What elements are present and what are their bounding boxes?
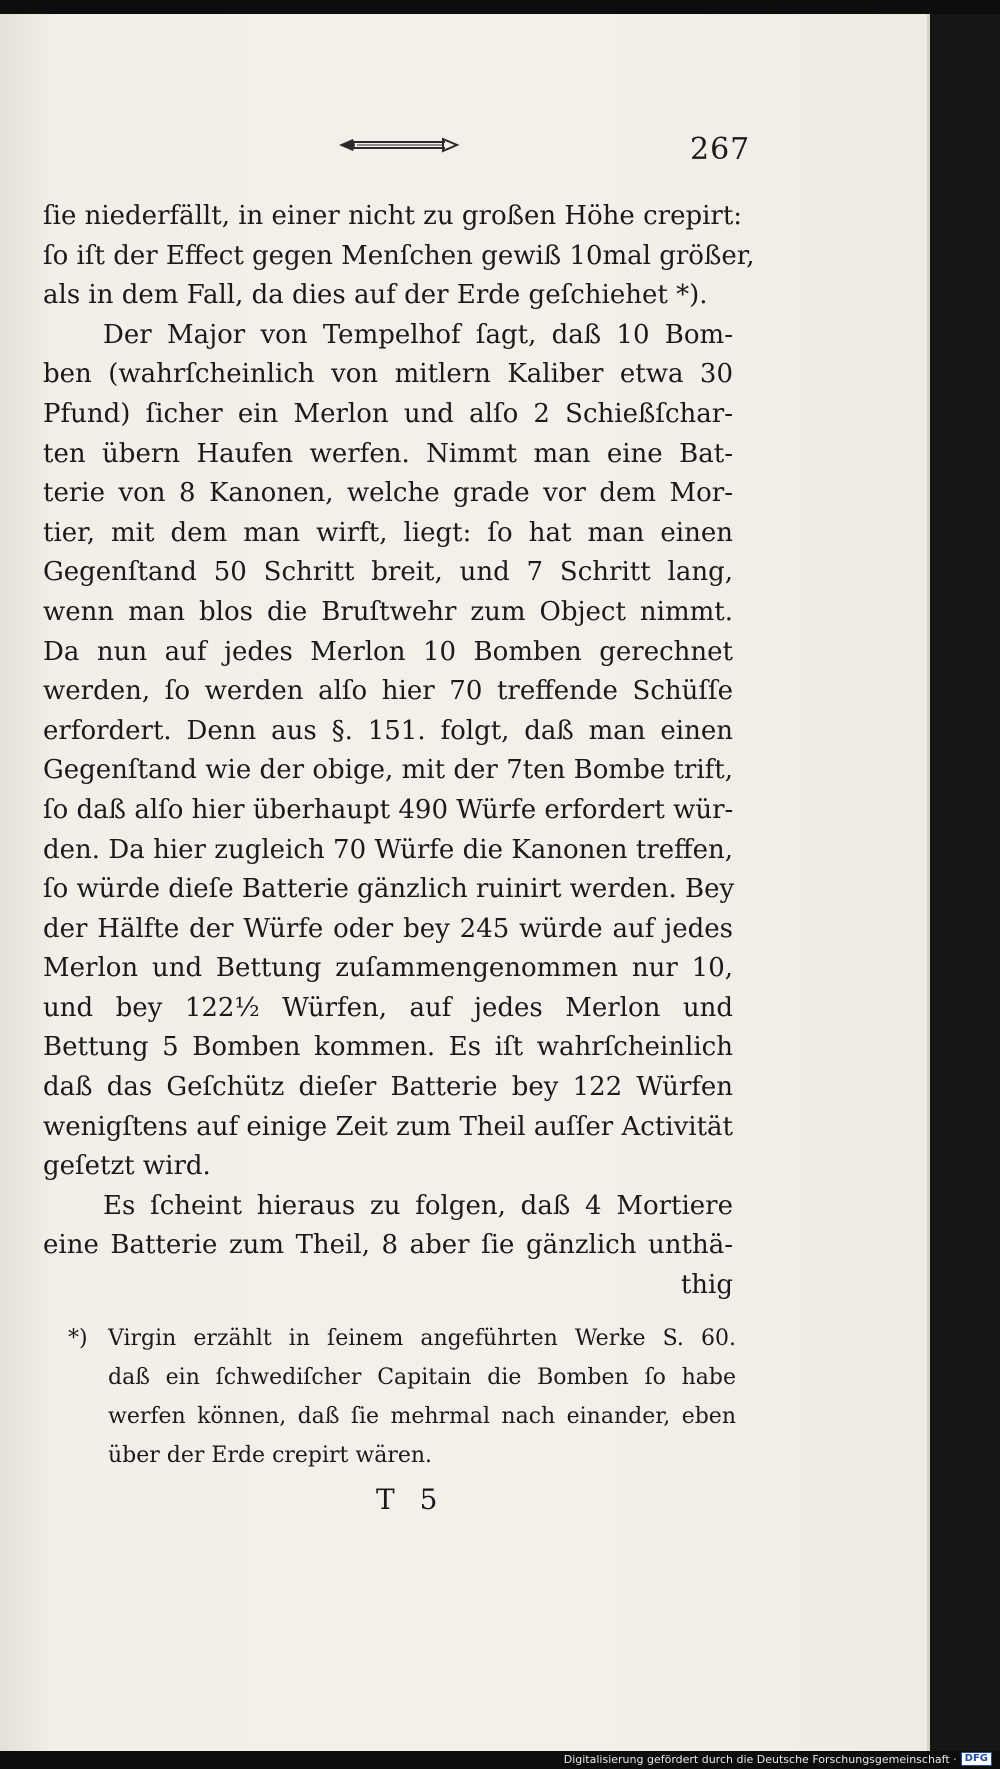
book-page xyxy=(0,14,930,1751)
text-line: den. Da hier zugleich 70 Würfe die Kanonen treffen, xyxy=(43,834,733,865)
footnote xyxy=(68,1319,736,1475)
footnote-line: über der Erde crepirt wären. xyxy=(108,1443,433,1468)
text-line: Bettung 5 Bomben kommen. Es iſt wahrſcheinlich xyxy=(43,1032,733,1063)
text-line: ſo daß alſo hier überhaupt 490 Würfe erfordert wür- xyxy=(43,794,734,825)
text-line: Da nun auf jedes Merlon 10 Bomben gerechnet xyxy=(43,636,733,667)
text-line: Der Major von Tempelhof ſagt, daß 10 Bom- xyxy=(103,319,733,350)
text-line: und bey 122½ Würfen, auf jedes Merlon und xyxy=(43,992,733,1023)
text-line: ſo iſt der Effect gegen Menſchen gewiß 10mal größer, xyxy=(43,240,755,271)
text-line: als in dem Fall, da dies auf der Erde geſchiehet *). xyxy=(43,280,708,311)
text-line: ten übern Haufen werfen. Nimmt man eine Bat- xyxy=(43,438,733,469)
text-line: der Hälfte der Würfe oder bey 245 würde auf jedes xyxy=(43,913,733,944)
signature-mark: T 5 xyxy=(376,1483,446,1516)
caption-text: Digitalisierung gefördert durch die Deutsche Forschungsgemeinschaft · xyxy=(563,1752,957,1766)
text-line: wenn man blos die Bruſtwehr zum Object nimmt. xyxy=(43,596,733,627)
footnote-line: werfen können, daß ſie mehrmal nach einander, eben xyxy=(108,1404,736,1429)
text-line: eine Batterie zum Theil, 8 aber ſie gänzlich unthä- xyxy=(43,1230,733,1261)
footnote-marker: *) xyxy=(68,1326,88,1351)
footnote-line xyxy=(68,1319,736,1358)
text-line: Gegenſtand 50 Schritt breit, und 7 Schritt lang, xyxy=(43,557,733,588)
text-line: Gegenſtand wie der obige, mit der 7ten Bombe trift, xyxy=(43,755,733,786)
page-number: 267 xyxy=(690,132,751,167)
dfg-logo: DFG xyxy=(961,1752,992,1766)
ornament-rule-icon xyxy=(335,134,461,156)
text-line: erfordert. Denn aus §. 151. folgt, daß man einen xyxy=(43,715,733,746)
text-line: ben (wahrſcheinlich von mitlern Kaliber etwa 30 xyxy=(43,359,733,390)
footnote-line: daß ein ſchwediſcher Capitain die Bomben ſo habe xyxy=(108,1365,736,1390)
text-line: wenigſtens auf einige Zeit zum Theil auſſer Activität xyxy=(43,1111,733,1142)
text-line: terie von 8 Kanonen, welche grade vor dem Mor- xyxy=(43,478,733,509)
catchword: thig xyxy=(680,1270,733,1301)
text-line: Pfund) ſicher ein Merlon und alſo 2 Schießſchar- xyxy=(43,398,733,429)
text-line: ſie niederfällt, in einer nicht zu großen Höhe crepirt: xyxy=(43,201,743,231)
text-line: ſo würde dieſe Batterie gänzlich ruinirt werden. Bey xyxy=(43,874,735,905)
scan-border xyxy=(930,14,1000,1751)
text-line: Merlon und Bettung zuſammengenommen nur 10, xyxy=(43,953,733,984)
funding-caption xyxy=(564,1752,992,1766)
text-line: geſetzt wird. xyxy=(43,1151,211,1182)
text-line: tier, mit dem man wirft, liegt: ſo hat man einen xyxy=(43,517,733,548)
text-line: werden, ſo werden alſo hier 70 treffende Schüſſe xyxy=(43,676,733,707)
text-line: daß das Geſchütz dieſer Batterie bey 122 Würfen xyxy=(43,1072,733,1103)
footnote-text: Virgin erzählt in ſeinem angeführten Werke S. 60. xyxy=(108,1326,736,1351)
text-line: Es ſcheint hieraus zu folgen, daß 4 Mortiere xyxy=(103,1190,733,1221)
body-text xyxy=(43,197,755,1306)
